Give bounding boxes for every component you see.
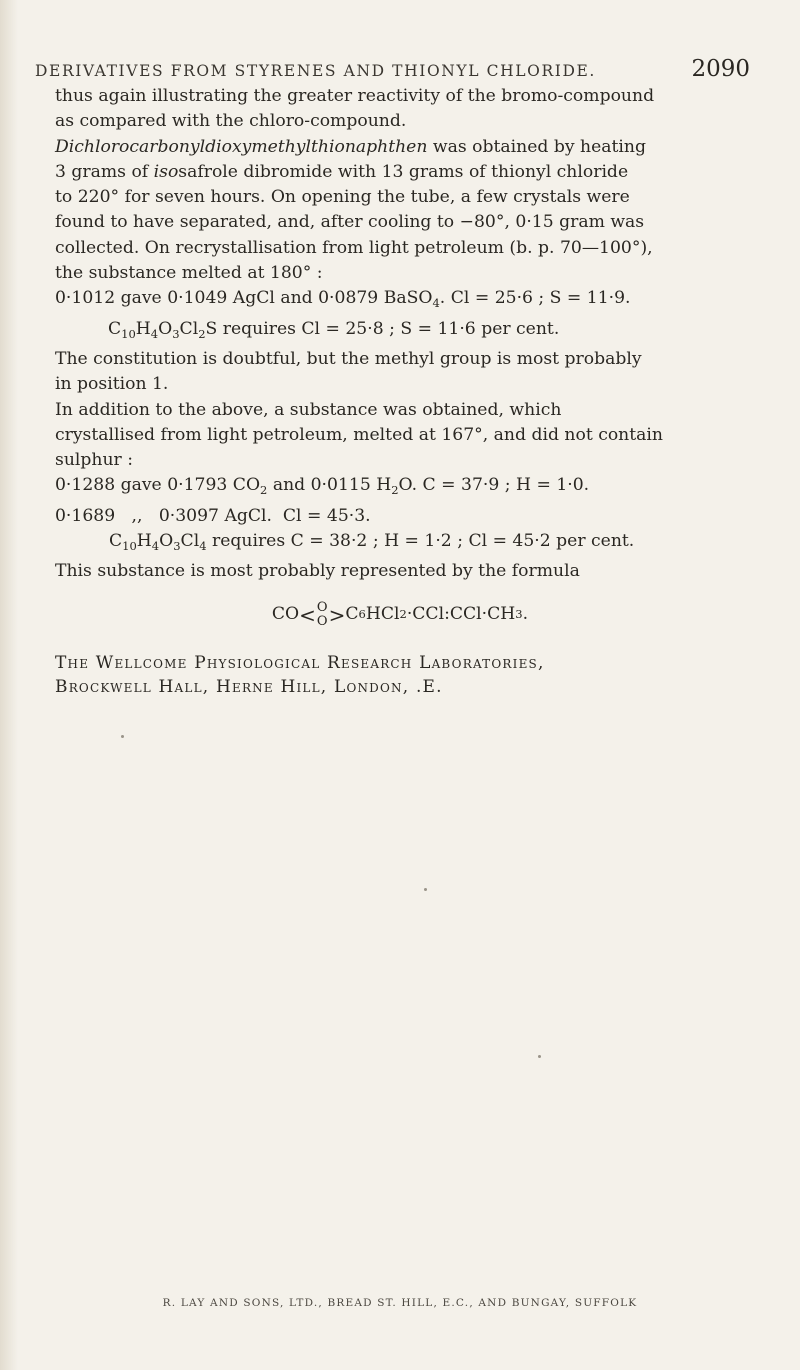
paper-speck bbox=[538, 1055, 541, 1058]
affiliation-line-2: Brockwell Hall, Herne Hill, London, .E. bbox=[55, 676, 443, 697]
formula-c6: C bbox=[345, 603, 359, 624]
iso-prefix: iso bbox=[153, 161, 179, 182]
p5-line-1: This substance is most probably represented by the formula bbox=[55, 561, 580, 582]
paragraph-3 bbox=[55, 347, 745, 398]
p3-line-1: The constitution is doubtful, but the methyl group is most probably bbox=[55, 348, 642, 369]
subscript: 10 bbox=[122, 539, 137, 554]
p2-line-4: found to have separated, and, after cooling to −80°, 0·15 gram was bbox=[55, 212, 645, 233]
formula-o: O bbox=[158, 318, 173, 339]
analysis-2-text-c: O. C = 37·9 ; H = 1·0. bbox=[398, 475, 590, 496]
p1-line-1: thus again illustrating the greater reactivity of the bromo-compound bbox=[55, 86, 655, 106]
subscript: 4 bbox=[150, 326, 159, 341]
p4-line-3: sulphur : bbox=[55, 450, 133, 471]
page-number: 2090 bbox=[691, 56, 750, 82]
analysis-2-line-1 bbox=[55, 473, 745, 503]
p3-line-2: in position 1. bbox=[55, 374, 169, 395]
formula-tail: ·CCl:CCl·CH bbox=[406, 603, 516, 624]
formula-oxygen-stack bbox=[317, 601, 328, 629]
paper-speck bbox=[424, 888, 427, 891]
formula-o: O bbox=[159, 531, 174, 552]
paper-speck bbox=[121, 735, 124, 738]
formula-h: H bbox=[135, 318, 151, 339]
paragraph-4 bbox=[55, 398, 745, 474]
subscript: 3 bbox=[173, 539, 181, 554]
analysis-1-text-a: 0·1012 gave 0·1049 AgCl and 0·0879 BaSO bbox=[55, 288, 433, 309]
formula-cl: Cl bbox=[179, 318, 199, 339]
formula-hcl: HCl bbox=[365, 603, 400, 624]
p2-line-1 bbox=[55, 135, 745, 160]
p2-line-2-start: 3 grams of bbox=[55, 161, 154, 182]
subscript: 4 bbox=[151, 539, 160, 554]
formula-cl: Cl bbox=[180, 531, 200, 552]
subscript: 10 bbox=[121, 326, 136, 341]
p2-line-3: to 220° for seven hours. On opening the tube, a few crystals were bbox=[55, 187, 630, 208]
p2-line-6: the substance melted at 180° : bbox=[55, 263, 323, 284]
analysis-1-line-1 bbox=[55, 286, 745, 316]
analysis-2-line-2: 0·1689 ,, 0·3097 AgCl. Cl = 45·3. bbox=[55, 505, 371, 526]
formula-left-chevron: < bbox=[299, 602, 316, 627]
formula-h: H bbox=[136, 531, 152, 552]
formula-right-chevron: > bbox=[328, 602, 346, 627]
analysis-1-text-b: . Cl = 25·6 ; S = 11·9. bbox=[439, 288, 631, 309]
printer-footer: R. LAY AND SONS, LTD., BREAD ST. HILL, E.C., AND BUNGAY, SUFFOLK bbox=[162, 1297, 638, 1309]
p2-line-2-rest: safrole dibromide with 13 grams of thionyl chloride bbox=[178, 161, 629, 182]
subscript: 2 bbox=[399, 606, 407, 621]
page-edge-shadow bbox=[0, 0, 18, 1370]
formula-o-top: O bbox=[316, 599, 328, 615]
p2-line-2 bbox=[55, 160, 745, 185]
analysis-2-requires: requires C = 38·2 ; H = 1·2 ; Cl = 45·2 per cent. bbox=[206, 531, 635, 552]
subscript: 4 bbox=[199, 539, 207, 554]
running-title: DERIVATIVES FROM STYRENES AND THIONYL CHLORIDE. bbox=[35, 62, 596, 80]
compound-name: Dichlorocarbonyldioxymethylthionaphthen bbox=[55, 136, 428, 157]
analysis-1-requires: S requires Cl = 25·8 ; S = 11·6 per cent. bbox=[205, 318, 560, 339]
formula-end: . bbox=[522, 603, 529, 624]
affiliation-line-1: The Wellcome Physiological Research Laboratories, bbox=[55, 652, 545, 673]
p4-line-2: crystallised from light petroleum, melted at 167°, and did not contain bbox=[55, 424, 663, 445]
analysis-2 bbox=[55, 473, 745, 559]
p1-line-2: as compared with the chloro-compound. bbox=[55, 111, 407, 132]
analysis-2-text-a: 0·1288 gave 0·1793 CO bbox=[55, 475, 261, 496]
formula-o-bottom: O bbox=[316, 613, 328, 629]
analysis-1-line-2 bbox=[55, 317, 745, 347]
page-header bbox=[35, 56, 750, 82]
subscript: 4 bbox=[432, 296, 440, 311]
subscript: 2 bbox=[391, 483, 399, 498]
formula-co: CO bbox=[271, 603, 300, 624]
analysis-2-line-3 bbox=[55, 529, 745, 559]
article-body bbox=[55, 84, 745, 699]
subscript: 3 bbox=[172, 326, 180, 341]
subscript: 6 bbox=[358, 606, 366, 621]
formula-c: C bbox=[108, 318, 122, 339]
subscript: 2 bbox=[260, 483, 268, 498]
structural-formula bbox=[55, 593, 745, 637]
paragraph-1 bbox=[55, 84, 745, 135]
paragraph-2 bbox=[55, 135, 745, 287]
p2-line-1-rest: was obtained by heating bbox=[427, 136, 646, 157]
subscript: 3 bbox=[515, 606, 523, 621]
p2-line-5: collected. On recrystallisation from light petroleum (b. p. 70—100°), bbox=[55, 237, 653, 258]
affiliation bbox=[55, 651, 745, 699]
subscript: 2 bbox=[198, 326, 206, 341]
analysis-2-text-b: and 0·0115 H bbox=[267, 475, 392, 496]
analysis-1 bbox=[55, 286, 745, 347]
formula-c: C bbox=[109, 531, 123, 552]
p4-line-1: In addition to the above, a substance was obtained, which bbox=[55, 399, 562, 420]
paragraph-5 bbox=[55, 559, 745, 584]
